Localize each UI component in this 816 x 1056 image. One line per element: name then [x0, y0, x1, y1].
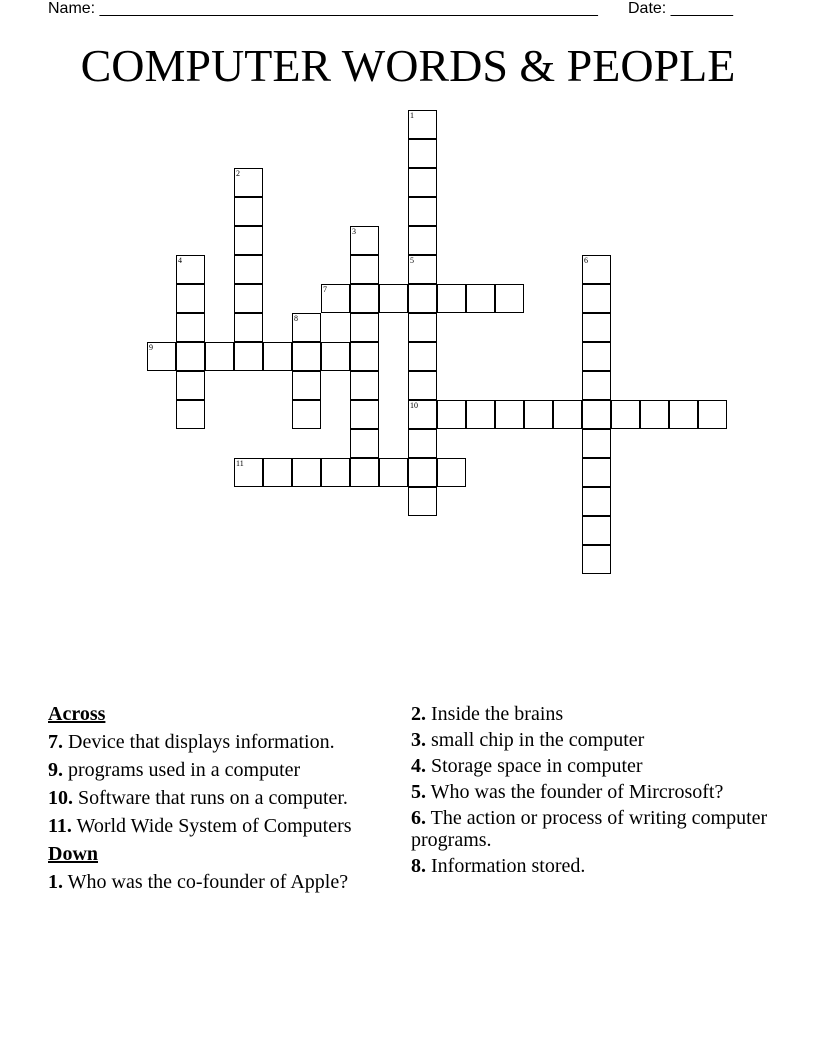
clue-number: 3.: [411, 729, 426, 751]
grid-cell[interactable]: [408, 139, 437, 168]
clue-text: small chip in the computer: [431, 729, 645, 751]
name-field[interactable]: Name: ________________________________________________________: [48, 0, 598, 17]
grid-cell[interactable]: [350, 313, 379, 342]
clue-number-label: 2: [236, 169, 240, 178]
clue-number-label: 10: [410, 401, 418, 410]
grid-cell[interactable]: [321, 342, 350, 371]
clue-number-label: 9: [149, 343, 153, 352]
grid-cell[interactable]: [234, 168, 263, 197]
clue-text: Storage space in computer: [431, 755, 643, 777]
grid-cell[interactable]: [176, 313, 205, 342]
grid-cell[interactable]: [350, 284, 379, 313]
clue-down-2: [411, 703, 771, 725]
grid-cell[interactable]: [437, 284, 466, 313]
clue-text: Inside the brains: [431, 703, 564, 725]
clue-across-11: [48, 815, 388, 837]
grid-cell[interactable]: [408, 110, 437, 139]
clue-number: 9.: [48, 759, 63, 781]
grid-cell[interactable]: [408, 313, 437, 342]
grid-cell[interactable]: [408, 197, 437, 226]
grid-cell[interactable]: [176, 284, 205, 313]
grid-cell[interactable]: [292, 313, 321, 342]
grid-cell[interactable]: [495, 400, 524, 429]
grid-cell[interactable]: [408, 400, 437, 429]
grid-cell[interactable]: [321, 284, 350, 313]
grid-cell[interactable]: [321, 458, 350, 487]
grid-cell[interactable]: [582, 429, 611, 458]
across-heading: Across: [48, 703, 106, 725]
clue-text: The action or process of writing computer programs.: [411, 807, 768, 851]
clue-down-4: [411, 755, 771, 777]
grid-cell[interactable]: [582, 371, 611, 400]
grid-cell[interactable]: [698, 400, 727, 429]
clue-across-10: [48, 787, 388, 809]
clue-down-6: [411, 807, 771, 851]
grid-cell[interactable]: [176, 342, 205, 371]
date-field[interactable]: Date: _______: [628, 0, 733, 17]
grid-cell[interactable]: [582, 313, 611, 342]
grid-cell[interactable]: [147, 342, 176, 371]
grid-cell[interactable]: [205, 342, 234, 371]
grid-cell[interactable]: [582, 545, 611, 574]
grid-cell[interactable]: [582, 516, 611, 545]
grid-cell[interactable]: [582, 342, 611, 371]
clue-number: 2.: [411, 703, 426, 725]
grid-cell[interactable]: [611, 400, 640, 429]
clue-number: 11.: [48, 815, 72, 837]
grid-cell[interactable]: [553, 400, 582, 429]
clue-number: 4.: [411, 755, 426, 777]
grid-cell[interactable]: [495, 284, 524, 313]
grid-cell[interactable]: [437, 458, 466, 487]
clues-left-column: [48, 703, 388, 899]
clue-text: Who was the co-founder of Apple?: [67, 871, 349, 893]
down-heading: Down: [48, 843, 99, 865]
grid-cell[interactable]: [408, 458, 437, 487]
grid-cell[interactable]: [234, 458, 263, 487]
grid-cell[interactable]: [379, 284, 408, 313]
grid-cell[interactable]: [176, 400, 205, 429]
clue-text: Device that displays information.: [68, 731, 335, 753]
grid-cell[interactable]: [408, 342, 437, 371]
grid-cell[interactable]: [408, 226, 437, 255]
grid-cell[interactable]: [408, 487, 437, 516]
clue-number: 7.: [48, 731, 63, 753]
grid-cell[interactable]: [582, 255, 611, 284]
grid-cell[interactable]: [350, 255, 379, 284]
clue-number: 10.: [48, 787, 73, 809]
grid-cell[interactable]: [466, 284, 495, 313]
clue-number-label: 8: [294, 314, 298, 323]
clue-across-7: [48, 731, 388, 753]
grid-cell[interactable]: [640, 400, 669, 429]
clue-number-label: 7: [323, 285, 327, 294]
grid-cell[interactable]: [292, 342, 321, 371]
clue-text: Software that runs on a computer.: [78, 787, 348, 809]
grid-cell[interactable]: [234, 342, 263, 371]
clue-number-label: 6: [584, 256, 588, 265]
grid-cell[interactable]: [350, 342, 379, 371]
grid-cell[interactable]: [408, 371, 437, 400]
grid-cell[interactable]: [292, 371, 321, 400]
grid-cell[interactable]: [263, 458, 292, 487]
grid-cell[interactable]: [350, 458, 379, 487]
clue-number-label: 11: [236, 459, 244, 468]
clue-text: World Wide System of Computers: [76, 815, 352, 837]
grid-cell[interactable]: [582, 487, 611, 516]
clue-number: 1.: [48, 871, 63, 893]
clue-number: 8.: [411, 855, 426, 877]
clue-across-9: [48, 759, 388, 781]
clue-down-3: [411, 729, 771, 751]
grid-cell[interactable]: [292, 400, 321, 429]
grid-cell[interactable]: [408, 255, 437, 284]
clue-number-label: 1: [410, 111, 414, 120]
clue-text: Information stored.: [431, 855, 586, 877]
clue-text: Who was the founder of Mircrosoft?: [430, 781, 724, 803]
clue-text: programs used in a computer: [68, 759, 301, 781]
clue-number: 5.: [411, 781, 426, 803]
clue-down-5: [411, 781, 771, 803]
grid-cell[interactable]: [176, 255, 205, 284]
grid-cell[interactable]: [408, 284, 437, 313]
grid-cell[interactable]: [408, 429, 437, 458]
clue-number-label: 3: [352, 227, 356, 236]
clue-number-label: 4: [178, 256, 182, 265]
grid-cell[interactable]: [582, 458, 611, 487]
grid-cell[interactable]: [263, 342, 292, 371]
grid-cell[interactable]: [524, 400, 553, 429]
grid-cell[interactable]: [350, 226, 379, 255]
clues-right-column: [411, 703, 771, 881]
grid-cell[interactable]: [234, 226, 263, 255]
clue-number-label: 5: [410, 256, 414, 265]
grid-cell[interactable]: [437, 400, 466, 429]
grid-cell[interactable]: [292, 458, 321, 487]
clue-down-8: [411, 855, 771, 877]
clue-number: 6.: [411, 807, 426, 829]
grid-cell[interactable]: [234, 313, 263, 342]
grid-cell[interactable]: [234, 284, 263, 313]
grid-cell[interactable]: [234, 255, 263, 284]
grid-cell[interactable]: [466, 400, 495, 429]
grid-cell[interactable]: [350, 429, 379, 458]
clue-down-1: [48, 871, 388, 893]
page-title: COMPUTER WORDS & PEOPLE: [80, 40, 736, 91]
grid-cell[interactable]: [582, 400, 611, 429]
grid-cell[interactable]: [234, 197, 263, 226]
grid-cell[interactable]: [350, 371, 379, 400]
grid-cell[interactable]: [408, 168, 437, 197]
grid-cell[interactable]: [176, 371, 205, 400]
grid-cell[interactable]: [669, 400, 698, 429]
grid-cell[interactable]: [379, 458, 408, 487]
grid-cell[interactable]: [350, 400, 379, 429]
grid-cell[interactable]: [582, 284, 611, 313]
